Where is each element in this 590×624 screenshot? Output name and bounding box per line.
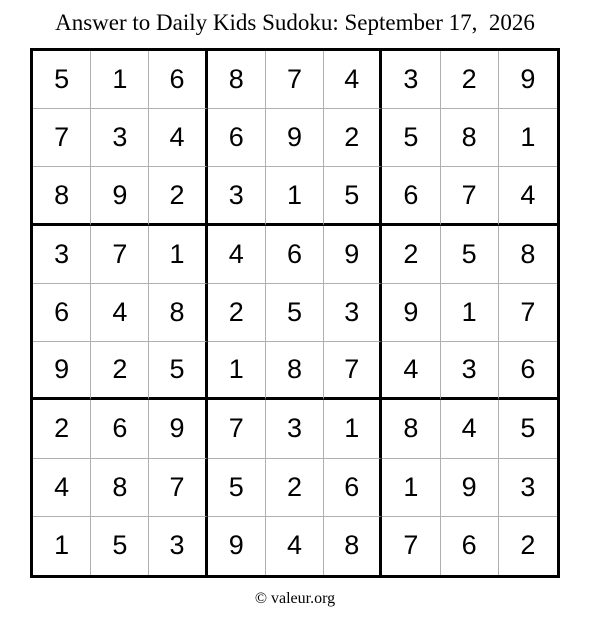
sudoku-cell: 5 — [499, 400, 557, 458]
sudoku-cell: 4 — [441, 400, 499, 458]
sudoku-cell: 7 — [266, 51, 324, 109]
sudoku-cell: 8 — [33, 167, 91, 225]
sudoku-cell: 8 — [441, 109, 499, 167]
sudoku-cell: 5 — [149, 342, 207, 400]
sudoku-cell: 4 — [91, 284, 149, 342]
sudoku-cell: 5 — [208, 459, 266, 517]
sudoku-cell: 2 — [520, 530, 536, 561]
sudoku-cell: 8 — [149, 284, 207, 342]
sudoku-cell: 3 — [208, 167, 266, 225]
sudoku-cell: 3 — [382, 51, 440, 109]
sudoku-cell: 9 — [91, 167, 149, 225]
sudoku-cell: 2 — [91, 342, 149, 400]
sudoku-cell: 1 — [91, 51, 149, 109]
sudoku-cell: 3 — [499, 459, 557, 517]
sudoku-cell: 5 — [266, 284, 324, 342]
sudoku-cell: 9 — [324, 226, 382, 284]
sudoku-cell: 1 — [441, 284, 499, 342]
sudoku-cell: 2 — [266, 459, 324, 517]
sudoku-cell: 8 — [91, 459, 149, 517]
sudoku-cell: 9 — [441, 459, 499, 517]
sudoku-cell: 9 — [208, 517, 266, 575]
sudoku-cell: 4 — [208, 226, 266, 284]
sudoku-cell: 1 — [208, 342, 266, 400]
sudoku-cell: 5 — [91, 517, 149, 575]
sudoku-cell: 7 — [91, 226, 149, 284]
sudoku-cell: 9 — [499, 51, 557, 109]
sudoku-cell: 3 — [324, 284, 382, 342]
sudoku-cell: 6 — [499, 342, 557, 400]
sudoku-cell: 4 — [324, 51, 382, 109]
sudoku-cell: 6 — [91, 400, 149, 458]
sudoku-cell: 9 — [382, 284, 440, 342]
sudoku-cell: 9 — [33, 342, 91, 400]
sudoku-cell: 1 — [149, 226, 207, 284]
sudoku-cell: 8 — [382, 400, 440, 458]
sudoku-cell: 7 — [441, 167, 499, 225]
sudoku-cell: 3 — [91, 109, 149, 167]
sudoku-cell: 8 — [499, 226, 557, 284]
sudoku-cell: 2 — [382, 226, 440, 284]
sudoku-cell: 2 — [208, 284, 266, 342]
sudoku-cell: 6 — [33, 284, 91, 342]
sudoku-cell: 3 — [149, 517, 207, 575]
sudoku-cell: 1 — [266, 167, 324, 225]
sudoku-cell: 1 — [324, 400, 382, 458]
sudoku-cell: 3 — [441, 342, 499, 400]
sudoku-cell: 2 — [33, 400, 91, 458]
copyright-footer: © valeur.org — [254, 590, 336, 607]
sudoku-cell: 2 — [324, 109, 382, 167]
sudoku-cell: 8 — [266, 342, 324, 400]
sudoku-cell: 9 — [149, 400, 207, 458]
sudoku-cell: 7 — [33, 109, 91, 167]
sudoku-cell: 9 — [266, 109, 324, 167]
sudoku-cell: 3 — [33, 226, 91, 284]
sudoku-grid — [30, 48, 560, 578]
sudoku-cell: 6 — [382, 167, 440, 225]
sudoku-cell: 1 — [382, 459, 440, 517]
sudoku-cell: 4 — [33, 459, 91, 517]
sudoku-cell: 7 — [382, 517, 440, 575]
sudoku-cell: 4 — [382, 342, 440, 400]
sudoku-cell: 5 — [441, 226, 499, 284]
sudoku-cell: 7 — [149, 459, 207, 517]
sudoku-cell: 7 — [499, 284, 557, 342]
sudoku-cell: 8 — [324, 517, 382, 575]
sudoku-cell: 5 — [33, 51, 91, 109]
sudoku-cell: 7 — [208, 400, 266, 458]
sudoku-cell: 6 — [208, 109, 266, 167]
sudoku-cell: 4 — [499, 167, 557, 225]
sudoku-cell: 4 — [149, 109, 207, 167]
sudoku-cell: 6 — [324, 459, 382, 517]
sudoku-cell: 6 — [149, 51, 207, 109]
puzzle-title: Answer to Daily Kids Sudoku: September 17, 2026 — [55, 10, 535, 35]
sudoku-cell: 1 — [33, 517, 91, 575]
sudoku-cell: 6 — [441, 517, 499, 575]
sudoku-cell: 2 — [441, 51, 499, 109]
sudoku-cell: 3 — [266, 400, 324, 458]
sudoku-cell: 2 — [149, 167, 207, 225]
sudoku-cell: 7 — [324, 342, 382, 400]
sudoku-cell: 8 — [208, 51, 266, 109]
sudoku-cell: 5 — [324, 167, 382, 225]
sudoku-cell: 6 — [266, 226, 324, 284]
sudoku-cell: 5 — [382, 109, 440, 167]
sudoku-cell: 1 — [499, 109, 557, 167]
sudoku-cell: 4 — [266, 517, 324, 575]
